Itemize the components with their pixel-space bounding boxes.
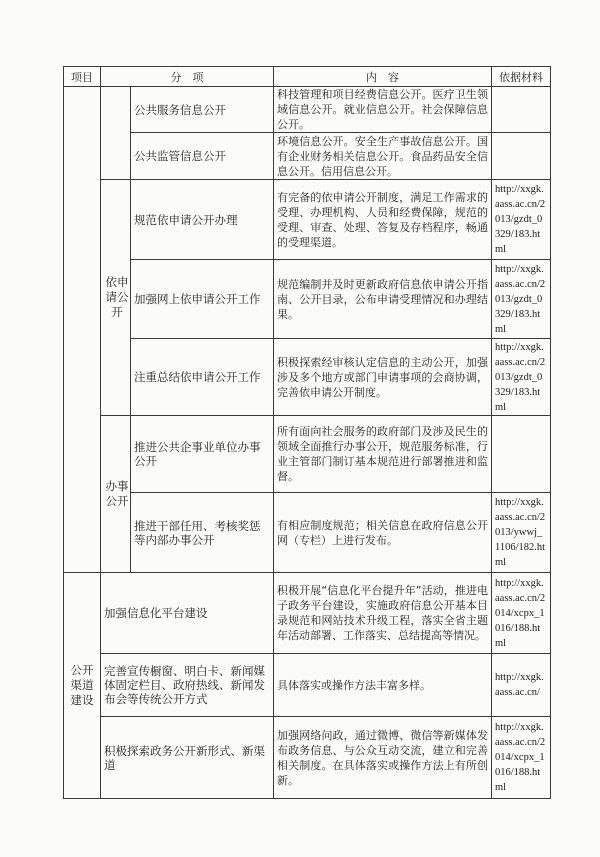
disclosure-table <box>63 66 551 799</box>
table-row <box>64 573 551 654</box>
table-row <box>64 493 551 573</box>
table-row <box>64 87 551 133</box>
row-content: 科技管理和项目经费信息公开。医疗卫生领域信息公开。就业信息公开。社会保障信息公开。 <box>274 87 492 133</box>
table-row <box>64 717 551 799</box>
row-basis <box>492 133 551 180</box>
row-item: 完善宣传橱窗、明白卡、新闻媒体固定栏目、政府热线、新闻发布会等传统公开方式 <box>101 654 274 717</box>
row-item: 公共服务信息公开 <box>131 87 274 133</box>
row-item: 推进干部任用、考核奖惩等内部办事公开 <box>131 493 274 573</box>
row-content: 所有面向社会服务的政府部门及涉及民生的领域全面推行办事公开，规范服务标准，行业主管部门制订基本规范进行部署推进和监督。 <box>274 416 492 493</box>
row-basis <box>492 416 551 493</box>
table-row <box>64 133 551 180</box>
row-basis: http://xxgk.aass.ac.cn/2013/gzdt_0329/183.html <box>492 339 551 416</box>
row-content: 环境信息公开。安全生产事故信息公开。国有企业财务相关信息公开。食品药品安全信息公开。信用信息公开。 <box>274 133 492 180</box>
row-content: 具体落实或操作方法丰富多样。 <box>274 654 492 717</box>
row-content: 规范编制并及时更新政府信息依申请公开指南、公开目录，公布申请受理情况和办理结果。 <box>274 260 492 339</box>
group-label-banshi: 办事公开 <box>101 416 131 573</box>
row-item: 规范依申请公开办理 <box>131 180 274 260</box>
header-subitem: 分 项 <box>101 67 274 87</box>
row-basis: http://xxgk.aass.ac.cn/ <box>492 654 551 717</box>
table-row <box>64 339 551 416</box>
project-label-qudao: 公开渠道建设 <box>64 573 101 799</box>
row-basis <box>492 87 551 133</box>
row-content: 积极开展“信息化平台提升年”活动，推进电子政务平台建设，实施政府信息公开基本目录规范和网站技术升级工程，落实全省主题年活动部署、工作落实、总结提高等情况。 <box>274 573 492 654</box>
project-cell-blank <box>64 87 101 573</box>
header-basis: 依据材料 <box>492 67 551 87</box>
table-row <box>64 416 551 493</box>
row-item: 加强网上依申请公开工作 <box>131 260 274 339</box>
row-item: 加强信息化平台建设 <box>101 573 274 654</box>
row-basis: http://xxgk.aass.ac.cn/2013/ywwj_1106/182.html <box>492 493 551 573</box>
table-row <box>64 654 551 717</box>
table-header-row <box>64 67 551 87</box>
sub-group-blank <box>101 87 131 180</box>
header-project: 项目 <box>64 67 101 87</box>
row-basis: http://xxgk.aass.ac.cn/2014/xcpx_1016/188.html <box>492 717 551 799</box>
row-basis: http://xxgk.aass.ac.cn/2014/xcpx_1016/188.html <box>492 573 551 654</box>
table-row <box>64 180 551 260</box>
row-content: 有相应制度规范；相关信息在政府信息公开网（专栏）上进行发布。 <box>274 493 492 573</box>
group-label-yishenqing: 依申请公开 <box>101 180 131 416</box>
row-content: 积极探索经审核认定信息的主动公开，加强涉及多个地方或部门申请事项的会商协调，完善依申请公开制度。 <box>274 339 492 416</box>
row-content: 加强网络问政，通过微博、微信等新媒体发布政务信息、与公众互动交流，建立和完善相关制度。在具体落实或操作方法上有所创新。 <box>274 717 492 799</box>
row-item: 公共监管信息公开 <box>131 133 274 180</box>
header-content: 内 容 <box>274 67 492 87</box>
row-item: 推进公共企事业单位办事公开 <box>131 416 274 493</box>
row-content: 有完备的依申请公开制度，满足工作需求的受理、办理机构、人员和经费保障，规范的受理、审查、处理、答复及存档程序，畅通的受理渠道。 <box>274 180 492 260</box>
row-basis: http://xxgk.aass.ac.cn/2013/gzdt_0329/183.html <box>492 180 551 260</box>
row-basis: http://xxgk.aass.ac.cn/2013/gzdt_0329/183.html <box>492 260 551 339</box>
row-item: 注重总结依申请公开工作 <box>131 339 274 416</box>
table-row <box>64 260 551 339</box>
row-item: 积极探索政务公开新形式、新渠道 <box>101 717 274 799</box>
